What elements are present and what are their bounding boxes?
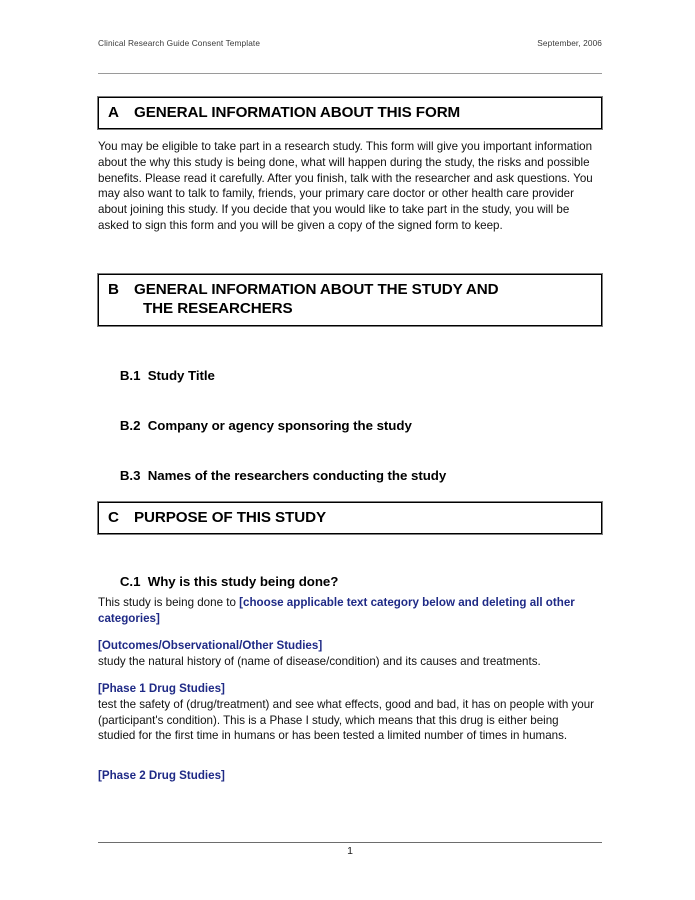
header-divider [98,73,602,74]
subsection-b1-label: Study Title [147,367,215,383]
subsection-b3-number: B.3 [119,467,141,483]
section-a-paragraph: You may be eligible to take part in a research study. This form will give you important information about the why this study is being done, what will happen during the study, the risks and possible benefits. Please read it carefully. After you finish, talk with the researcher and ask questions. You may also want to talk to family, friends, your primary care doctor or other health care provider about joining this study. If you decide that you would like to take part in the study, you will be asked to sign this form and you will be given a copy of the signed form to keep. [98,140,593,233]
page-number: 1 [347,845,353,857]
section-c-intro [98,595,596,627]
section-a-letter: A [108,104,119,121]
section-b-title-line1: GENERAL INFORMATION ABOUT THE STUDY AND [134,281,499,298]
section-c-title: PURPOSE OF THIS STUDY [134,509,326,526]
section-b-title-line2: THE RESEARCHERS [143,300,293,318]
running-header [98,38,602,48]
category-phase1 [98,681,598,744]
section-c-intro-paragraph [98,595,596,627]
category-phase2-label: [Phase 2 Drug Studies] [98,769,225,782]
category-phase2 [98,768,598,784]
section-a-title: GENERAL INFORMATION ABOUT THIS FORM [134,104,461,121]
section-a-body [98,139,598,234]
category-phase1-label: [Phase 1 Drug Studies] [98,682,225,695]
subsection-c1-number: C.1 [119,573,141,589]
header-title: Clinical Research Guide Consent Template [98,38,261,48]
subsection-b2-label: Company or agency sponsoring the study [147,417,412,433]
section-b-letter: B [108,281,119,298]
subsection-b1-number: B.1 [119,367,141,383]
subsection-b3 [98,452,602,500]
section-c-intro-template-text: [choose applicable text category below and deleting all other categories] [98,596,575,625]
category-outcomes [98,638,598,670]
section-a-heading-box [98,97,602,129]
section-b-heading-box [98,274,602,326]
category-outcomes-body: study the natural history of (name of disease/condition) and its causes and treatments. [98,654,541,668]
section-c-letter: C [108,509,119,526]
subsection-b1 [98,352,602,400]
subsection-c1-label: Why is this study being done? [147,573,339,589]
section-c-heading-box [98,502,602,534]
subsection-b2-number: B.2 [119,417,141,433]
header-date: September, 2006 [537,38,602,48]
subsection-b3-label: Names of the researchers conducting the study [147,467,447,483]
category-phase1-body: test the safety of (drug/treatment) and see what effects, good and bad, it has on people with your (participant's condition). This is a Phase I study, which means that this drug is either being studied for the first time in humans or has been tested a limited number of times in humans. [98,697,595,743]
footer-divider [98,842,602,843]
subsection-b2 [98,402,602,450]
section-c-intro-lead: This study is being done to [98,596,240,609]
category-outcomes-label: [Outcomes/Observational/Other Studies] [98,639,323,652]
